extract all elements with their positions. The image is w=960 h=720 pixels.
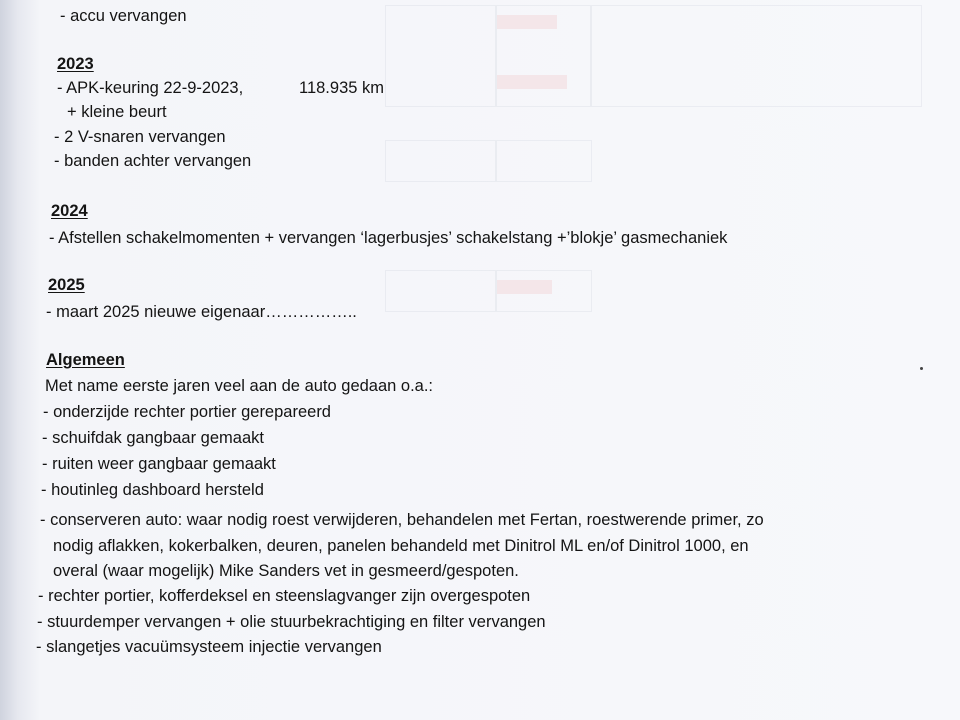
list-item: - houtinleg dashboard hersteld: [41, 481, 264, 499]
list-item-continuation: nodig aflakken, kokerbalken, deuren, panelen behandeld met Dinitrol ML en/of Dinitrol 1000, en: [53, 537, 749, 555]
list-item: - schuifdak gangbaar gemaakt: [42, 429, 264, 447]
top-item: - accu vervangen: [60, 7, 187, 25]
year-heading-2023: 2023: [57, 55, 94, 73]
mileage-value: 118.935 km: [299, 79, 384, 97]
list-item: - banden achter vervangen: [54, 152, 252, 170]
list-item: - stuurdemper vervangen + olie stuurbekrachtiging en filter vervangen: [37, 613, 546, 631]
year-heading-2024: 2024: [51, 202, 88, 220]
list-item: - onderzijde rechter portier gerepareerd: [43, 403, 331, 421]
year-heading-2025: 2025: [48, 276, 85, 294]
general-intro: Met name eerste jaren veel aan de auto gedaan o.a.:: [45, 377, 434, 395]
speck-mark: [920, 367, 923, 370]
list-item: + kleine beurt: [67, 103, 167, 121]
list-item-continuation: overal (waar mogelijk) Mike Sanders vet in gesmeerd/gespoten.: [53, 562, 519, 580]
list-item: - conserveren auto: waar nodig roest verwijderen, behandelen met Fertan, roestwerende primer, zo: [40, 511, 764, 529]
list-item: - rechter portier, kofferdeksel en steenslagvanger zijn overgespoten: [38, 587, 531, 605]
list-item: - Afstellen schakelmomenten + vervangen ‘lagerbusjes’ schakelstang +’blokje’ gasmechaniek: [49, 229, 728, 247]
list-item: - 2 V-snaren vervangen: [54, 128, 226, 146]
general-heading: Algemeen: [46, 351, 125, 369]
list-item: - maart 2025 nieuwe eigenaar……………..: [46, 303, 357, 321]
list-item: - APK-keuring 22-9-2023,: [57, 79, 244, 97]
list-item: - slangetjes vacuümsysteem injectie vervangen: [36, 638, 382, 656]
list-item: - ruiten weer gangbaar gemaakt: [42, 455, 276, 473]
